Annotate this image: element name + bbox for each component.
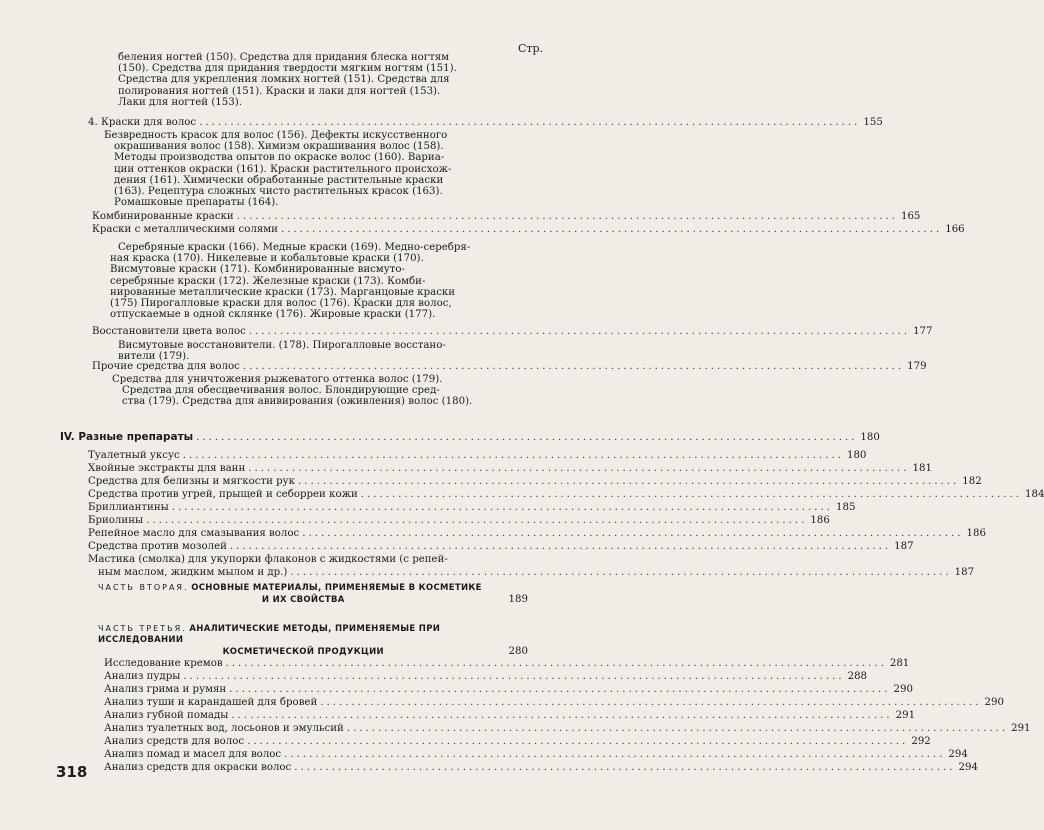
top-block [118, 52, 513, 108]
text-line: (163). Рецептура сложных чисто растительных красок (163). [114, 186, 443, 198]
toc-entry [88, 540, 914, 553]
part-caption: ЧАСТЬ ТРЕТЬЯ. [98, 624, 187, 633]
toc-entry-page: 292 [911, 736, 931, 747]
toc-entry-label: Бриллиантины [88, 502, 169, 513]
toc-entry-label: Бриолины [88, 515, 144, 526]
toc-entry-hair-dyes [88, 116, 883, 129]
leader-dots: .......................................................................................................... [231, 710, 893, 721]
toc-entry-page: 184 [1025, 489, 1044, 500]
toc-entry [104, 722, 1031, 735]
toc-entry-page: 186 [966, 528, 986, 539]
leader-dots: .......................................................................................................... [182, 450, 844, 461]
leader-dots: .......................................................................................................... [236, 211, 898, 222]
toc-entry-label: ным маслом, жидким мылом и др.) [98, 567, 288, 578]
leader-dots: .......................................................................................................... [229, 541, 892, 552]
toc-entry-label: Прочие средства для волос [92, 361, 240, 372]
leader-dots: .......................................................................................................... [346, 723, 1009, 734]
part-two-line1 [98, 582, 528, 594]
part-caption: ЧАСТЬ ВТОРАЯ. [98, 583, 189, 592]
text-line: Лаки для ногтей (153). [118, 96, 242, 108]
toc-entry-page: 181 [912, 463, 932, 474]
toc-entry-page: 280 [508, 646, 528, 657]
toc-entry-metallic [92, 223, 965, 236]
toc-entry-page: 177 [913, 326, 933, 337]
toc-entry [104, 696, 1004, 709]
part-title: И ИХ СВОЙСТВА [261, 595, 345, 605]
toc-entry-label: Туалетный уксус [88, 450, 180, 461]
toc-entry-label: Анализ туалетных вод, лосьонов и эмульсий [104, 723, 344, 734]
toc-entry-label: Анализ помад и масел для волос [104, 749, 282, 760]
toc-section-iv [60, 431, 880, 444]
toc-entry-page: 179 [907, 361, 927, 372]
toc-entry [88, 475, 982, 488]
toc-entry-page: 189 [508, 594, 528, 605]
toc-entry-label: Анализ пудры [104, 671, 181, 682]
toc-entry [104, 761, 978, 774]
text-line: Висмутовые восстановители. (178). Пирогалловые восстано- [118, 340, 446, 351]
toc-entry-page: 288 [847, 671, 868, 682]
leader-dots: .......................................................................................................... [280, 224, 943, 235]
metallic-description [110, 242, 515, 320]
leader-dots: .......................................................................................................... [247, 736, 909, 747]
leader-dots: .......................................................................................................... [229, 684, 891, 695]
leader-dots: .......................................................................................................... [225, 658, 887, 669]
part-title: ОСНОВНЫЕ МАТЕРИАЛЫ, ПРИМЕНЯЕМЫЕ В КОСМЕТИКЕ [191, 583, 482, 593]
toc-entry-page: 294 [958, 762, 978, 773]
toc-entry-page: 180 [860, 432, 880, 443]
leader-dots: .......................................................................................................... [248, 463, 910, 474]
toc-entry-label: Анализ средств для волос [104, 736, 245, 747]
toc-entry-page: 290 [893, 684, 913, 695]
toc-entry-label: Краски с металлическими солями [92, 224, 278, 235]
text-line: Средства для обесцвечивания волос. Блондирующие сред- [122, 385, 440, 397]
text-line: нированные металлические краски (173). Марганцовые краски [110, 286, 456, 298]
toc-entry [88, 501, 856, 514]
toc-entry [104, 670, 868, 683]
text-line: дения (161). Химически обработанные растительные краски [114, 174, 444, 186]
toc-entry-label: Восстановители цвета волос [92, 326, 246, 337]
text-line: ная краска (170). Никелевые и кобальтовые краски (170). [110, 253, 424, 265]
toc-entry [104, 709, 916, 722]
leader-dots: .......................................................................................................... [196, 432, 858, 443]
leader-dots: .......................................................................................................... [290, 567, 952, 578]
text-line: ции оттенков окраски (161). Краски растительного происхож- [114, 163, 452, 175]
toc-entry-label: Хвойные экстракты для ванн [88, 463, 246, 474]
toc-entry [88, 527, 986, 540]
leader-dots: .......................................................................................................... [294, 762, 956, 773]
part-three-items [104, 657, 1031, 774]
toc-entry-label: Средства против угрей, прыщей и себорреи кожи [88, 489, 358, 500]
text-line: (150). Средства для придания твердости мягким ногтям (151). [118, 63, 457, 75]
toc-entry-page: 294 [948, 749, 968, 760]
toc-entry-page: 281 [889, 658, 910, 669]
leader-dots: .......................................................................................................... [360, 489, 1023, 500]
leader-dots: .......................................................................................................... [146, 515, 808, 526]
toc-entry-page: 290 [984, 697, 1004, 708]
toc-entry-page: 182 [962, 476, 982, 487]
toc-entry-label: Комбинированные краски [92, 211, 234, 222]
page-number: 318 [56, 763, 88, 781]
text-line: Висмутовые краски (171). Комбинированные висмуто- [110, 264, 405, 276]
leader-dots: .......................................................................................................... [183, 671, 845, 682]
part-title: АНАЛИТИЧЕСКИЕ МЕТОДЫ, ПРИМЕНЯЕМЫЕ ПРИ ИССЛЕДОВАНИИ [98, 624, 441, 645]
text-line: полирования ногтей (151). Краски и лаки для ногтей (153). [118, 85, 441, 97]
text-line: Методы производства опытов по окраске волос (160). Вариа- [114, 152, 445, 164]
page-column-header: Стр. [517, 42, 543, 55]
toc-entry-label: Анализ грима и румян [104, 684, 227, 695]
text-line: окрашивания волос (158). Химизм окрашивания волос (158). [114, 141, 444, 153]
text-line: вители (179). [118, 351, 190, 363]
toc-entry-label: Исследование кремов [104, 658, 223, 669]
leader-dots: .......................................................................................................... [242, 361, 905, 372]
part-two-heading [98, 582, 528, 606]
leader-dots: .......................................................................................................... [171, 502, 833, 513]
text-line: беления ногтей (150). Средства для придания блеска ногтям [118, 52, 450, 63]
text-line: серебряные краски (172). Железные краски (173). Комби- [110, 275, 426, 287]
text-line: ства (179). Средства для авивирования (оживления) волос (180). [122, 396, 473, 408]
leader-dots: .......................................................................................................... [199, 117, 861, 128]
toc-entry-page: 165 [900, 211, 921, 222]
toc-entry-page: 185 [836, 502, 856, 513]
text-line: Ромашковые препараты (164). [114, 197, 279, 209]
toc-entry-combined [92, 210, 921, 223]
text-line: Средства для уничтожения рыжеватого оттенка волос (179). [112, 374, 443, 385]
toc-entry [104, 657, 910, 670]
toc-entry-label: Репейное масло для смазывания волос [88, 528, 300, 539]
toc-entry-label: 4. Краски для волос [88, 117, 197, 128]
toc-entry-page: 155 [863, 117, 883, 128]
toc-entry [104, 735, 931, 748]
toc-entry-other [92, 360, 927, 373]
toc-entry [88, 566, 975, 579]
toc-entry-label: Средства для белизны и мягкости рук [88, 476, 296, 487]
toc-entry-restorers [92, 325, 933, 338]
leader-dots: .......................................................................................................... [298, 476, 960, 487]
toc-entry-page: 166 [945, 224, 965, 235]
text-line: Средства для укрепления ломких ногтей (151). Средства для [118, 74, 450, 86]
text-line: Серебряные краски (166). Медные краски (169). Медно-серебря- [118, 242, 471, 253]
part-two-line2 [98, 594, 528, 606]
leader-dots: .......................................................................................................... [320, 697, 982, 708]
toc-entry-page: 186 [810, 515, 830, 526]
text-line: отпускаемые в одной склянке (176). Жировые краски (177). [110, 309, 436, 321]
toc-entry-page: 187 [894, 541, 914, 552]
toc-entry [88, 449, 867, 462]
other-description [112, 374, 512, 408]
toc-entry [104, 683, 913, 696]
toc-entry-mastic [88, 553, 975, 579]
toc-entry-page: 291 [895, 710, 916, 721]
toc-entry [88, 488, 1044, 501]
leader-dots: .......................................................................................................... [284, 749, 946, 760]
toc-entry [88, 514, 830, 527]
toc-entry-label: Средства против мозолей [88, 541, 227, 552]
toc-section-title: IV. Разные препараты [60, 431, 194, 443]
leader-dots: .......................................................................................................... [302, 528, 964, 539]
toc-entry-label: Анализ губной помады [104, 710, 229, 721]
section4-description [104, 130, 509, 208]
leader-dots: .......................................................................................................... [248, 326, 911, 337]
part-title: КОСМЕТИЧЕСКОЙ ПРОДУКЦИИ [222, 647, 384, 657]
toc-entry [88, 462, 932, 475]
toc-entry [104, 748, 968, 761]
toc-entry-page: 187 [954, 567, 975, 578]
text-line: (175) Пирогалловые краски для волос (176). Краски для волос, [110, 298, 452, 310]
toc-entry-page: 180 [846, 450, 867, 461]
part-three-line1 [98, 623, 528, 646]
text-line: Мастика (смолка) для укупорки флаконов с жидкостями (с репей- [88, 554, 448, 565]
toc-entry-page: 291 [1011, 723, 1031, 734]
text-line: Безвредность красок для волос (156). Дефекты искусственного [104, 130, 448, 141]
toc-entry-label: Анализ средств для окраски волос [104, 762, 292, 773]
toc-entry-label: Анализ туши и карандашей для бровей [104, 697, 318, 708]
part-three-heading [98, 623, 528, 658]
section-iv-items [88, 449, 1044, 579]
